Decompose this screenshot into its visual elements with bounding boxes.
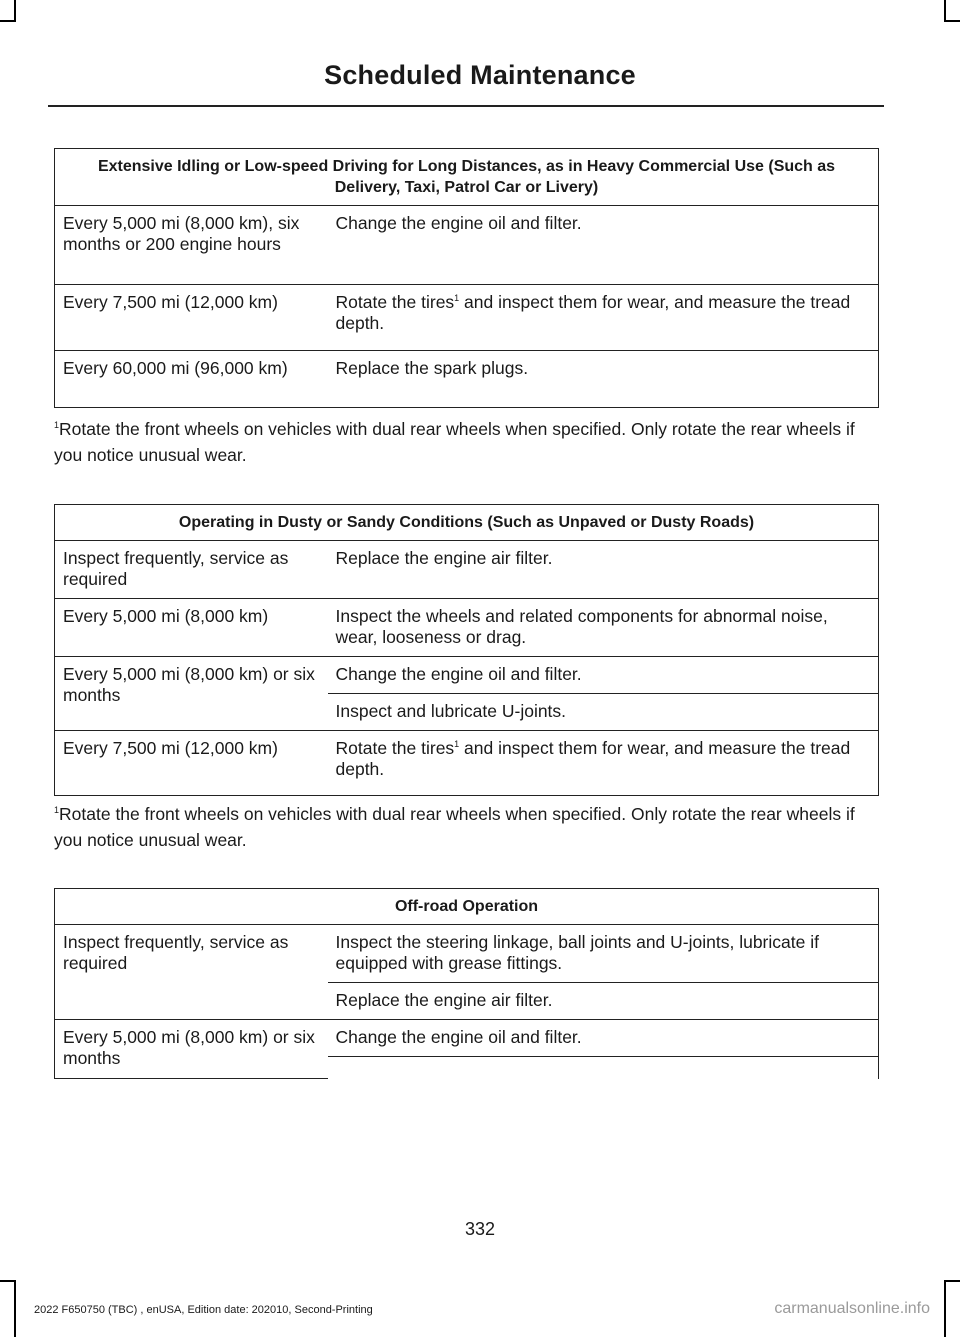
interval-cell: Inspect frequently, service as required [55, 925, 328, 1020]
crop-mark [14, 0, 16, 22]
title-divider [48, 105, 884, 107]
footnote: $^1$Rotate the front wheels on vehicles with dual rear wheels when specified. Only rotate the rear wheels if you notice unusual wear. [54, 419, 855, 465]
table-heading: Off-road Operation [55, 889, 879, 925]
watermark: carmanualsonline.info [774, 1300, 930, 1317]
crop-mark [944, 20, 960, 22]
task-cell: Replace the engine air filter. [328, 541, 879, 599]
interval-cell: Every 60,000 mi (96,000 km) [55, 351, 328, 408]
heavy-commercial-use-table [54, 148, 879, 408]
interval-cell: Every 5,000 mi (8,000 km) or six months [55, 657, 328, 731]
task-cell: Rotate the tires$^1$ and inspect them for wear, and measure the tread depth. [328, 285, 879, 351]
table-heading: Operating in Dusty or Sandy Conditions (Such as Unpaved or Dusty Roads) [55, 505, 879, 541]
interval-cell: Every 5,000 mi (8,000 km) [55, 599, 328, 657]
page-title: Scheduled Maintenance [324, 60, 636, 90]
crop-mark [944, 1280, 960, 1282]
task-cell: Change the engine oil and filter. [328, 1020, 879, 1057]
interval-cell: Every 5,000 mi (8,000 km) or six months [55, 1020, 328, 1079]
task-cell [328, 1057, 879, 1079]
task-cell: Change the engine oil and filter. [328, 657, 879, 694]
crop-mark [14, 1280, 16, 1337]
footnote: $^1$Rotate the front wheels on vehicles with dual rear wheels when specified. Only rotate the rear wheels if you notice unusual wear. [54, 804, 855, 850]
table-heading: Extensive Idling or Low-speed Driving for Long Distances, as in Heavy Commercial Use (Such as Delivery, Taxi, Patrol Car or Livery) [55, 149, 879, 206]
crop-mark [944, 0, 946, 22]
task-cell: Change the engine oil and filter. [328, 206, 879, 285]
task-cell: Replace the engine air filter. [328, 983, 879, 1020]
interval-cell: Inspect frequently, service as required [55, 541, 328, 599]
task-cell: Inspect and lubricate U-joints. [328, 694, 879, 731]
task-cell: Inspect the steering linkage, ball joints and U-joints, lubricate if equipped with grease fittings. [328, 925, 879, 983]
edition-info: 2022 F650750 (TBC) , enUSA, Edition date: 202010, Second-Printing [34, 1304, 373, 1316]
interval-cell: Every 5,000 mi (8,000 km), six months or 200 engine hours [55, 206, 328, 285]
crop-mark [0, 20, 16, 22]
crop-mark [944, 1280, 946, 1337]
page-number: 332 [464, 1219, 496, 1239]
off-road-operation-table [54, 888, 879, 1079]
interval-cell: Every 7,500 mi (12,000 km) [55, 285, 328, 351]
interval-cell: Every 7,500 mi (12,000 km) [55, 731, 328, 796]
task-cell: Rotate the tires$^1$ and inspect them for wear, and measure the tread depth. [328, 731, 879, 796]
dusty-conditions-table [54, 504, 879, 796]
footnote-ref: 1 [454, 293, 460, 303]
footnote-ref: 1 [454, 739, 460, 749]
task-cell: Inspect the wheels and related components for abnormal noise, wear, looseness or drag. [328, 599, 879, 657]
task-cell: Replace the spark plugs. [328, 351, 879, 408]
crop-mark [0, 1280, 16, 1282]
